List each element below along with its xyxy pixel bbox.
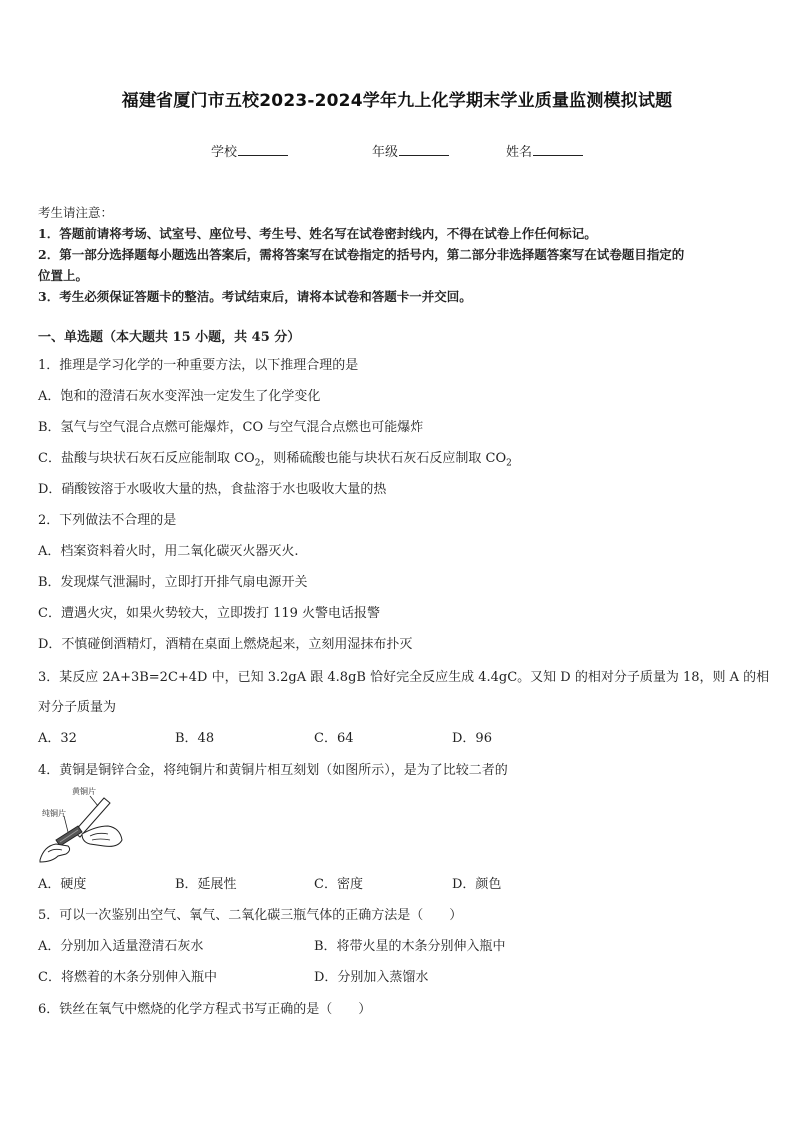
exam-notice [38,202,760,307]
grade-field [372,141,449,160]
name-field [506,141,583,160]
q1-option-a: A．饱和的澄清石灰水变浑浊一定发生了化学变化 [38,389,321,404]
q5-option-b: B．将带火星的木条分别伸入瓶中 [314,939,506,954]
q3-option-b: B．48 [175,731,215,746]
q1-option-d: D．硝酸铵溶于水吸收大量的热，食盐溶于水也吸收大量的热 [38,482,387,497]
q2-option-a: A．档案资料着火时，用二氧化碳灭火器灭火. [38,544,299,559]
q4-option-a: A．硬度 [38,877,87,892]
q4-options [38,873,758,893]
scratch-test-figure [38,786,124,864]
q4-option-b: B．延展性 [175,877,237,892]
school-field [211,141,288,160]
fig-label-copper: 纯铜片 [42,809,66,818]
name-blank [533,142,583,156]
notice-item-2b: 位置上。 [38,268,89,283]
school-label: 学校 [211,145,238,160]
q5-option-a: A．分别加入适量澄清石灰水 [38,939,204,954]
q5-options-row1 [38,935,758,955]
q3-stem-line1: 3．某反应 2A+3B=2C+4D 中，已知 3.2gA 跟 4.8gB 恰好完全反应生成 4.4gC。又知 D 的相对分子质量为 18，则 A 的相 [38,670,770,685]
q2-stem: 2．下列做法不合理的是 [38,513,177,528]
grade-blank [399,142,449,156]
q2-option-b: B．发现煤气泄漏时，立即打开排气扇电源开关 [38,575,308,590]
hands-copper-brass-icon [38,786,124,864]
q3-option-d: D．96 [452,731,492,746]
q1-stem: 1．推理是学习化学的一种重要方法，以下推理合理的是 [38,358,359,373]
notice-item-2a: 2．第一部分选择题每小题选出答案后，需将答案写在试卷指定的括号内，第二部分非选择题答案写在试卷题目指定的 [38,247,685,262]
q1-c-mid: ，则稀硫酸也能与块状石灰石反应制取 CO [260,451,507,466]
q2-option-c: C．遭遇火灾，如果火势较大，立即拨打 119 火警电话报警 [38,606,381,621]
notice-heading: 考生请注意： [38,205,114,220]
section-heading: 一、单选题（本大题共 15 小题，共 45 分） [38,330,301,345]
q1-c-pre: C．盐酸与块状石灰石反应能制取 CO [38,451,255,466]
notice-item-3: 3．考生必须保证答题卡的整洁。考试结束后，请将本试卷和答题卡一并交回。 [38,289,472,304]
q5-options-row2 [38,966,758,986]
q1-option-b: B．氢气与空气混合点燃可能爆炸，CO 与空气混合点燃也可能爆炸 [38,420,424,435]
q6-stem: 6．铁丝在氧气中燃烧的化学方程式书写正确的是（ ） [38,1002,372,1017]
q3-option-c: C．64 [314,731,354,746]
q4-option-c: C．密度 [314,877,363,892]
fig-label-brass: 黄铜片 [72,787,96,796]
page-title: 福建省厦门市五校2023-2024学年九上化学期末学业质量监测模拟试题 [121,91,673,111]
school-blank [238,142,288,156]
q1-c-sub2: 2 [506,458,512,469]
q4-stem: 4．黄铜是铜锌合金，将纯铜片和黄铜片相互刻划（如图所示），是为了比较二者的 [38,763,508,778]
q1-c-sub1: 2 [254,458,261,469]
name-label: 姓名 [506,145,533,160]
q5-option-d: D．分别加入蒸馏水 [314,970,429,985]
q2-option-d: D．不慎碰倒酒精灯，酒精在桌面上燃烧起来，立刻用湿抹布扑灭 [38,637,413,652]
q3-option-a: A．32 [38,731,77,746]
q3-stem-line2: 对分子质量为 [38,700,117,715]
q4-option-d: D．颜色 [452,877,502,892]
notice-item-1: 1．答题前请将考场、试室号、座位号、考生号、姓名写在试卷密封线内，不得在试卷上作任何标记。 [38,226,597,241]
q5-option-c: C．将燃着的木条分别伸入瓶中 [38,970,217,985]
q5-stem: 5．可以一次鉴别出空气、氧气、二氧化碳三瓶气体的正确方法是（ ） [38,908,463,923]
q3-options [38,727,758,747]
q1-option-c [38,447,512,469]
grade-label: 年级 [372,145,399,160]
